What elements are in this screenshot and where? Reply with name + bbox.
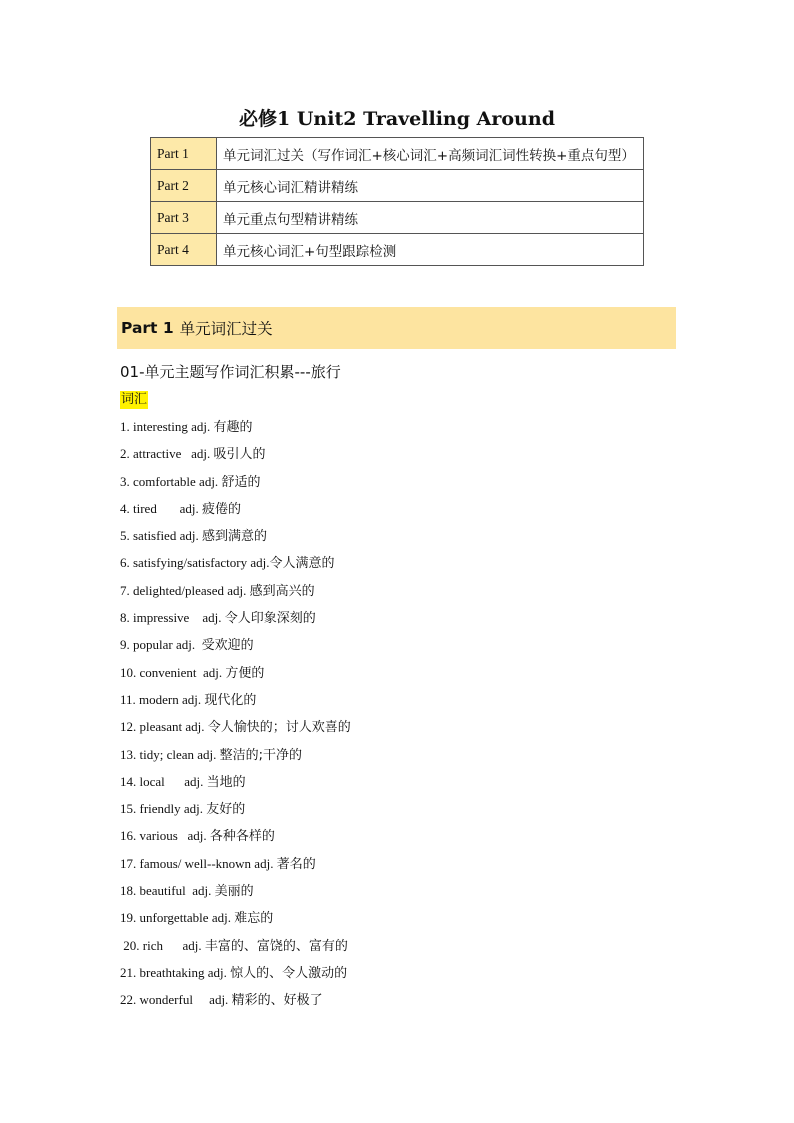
vocab-zh: 令人印象深刻的 — [224, 611, 316, 627]
vocab-zh: 受欢迎的 — [201, 638, 254, 654]
part-banner — [117, 307, 676, 349]
vocab-tag: 词汇 — [121, 392, 148, 407]
vocab-zh: 令人愉快的；讨人欢喜的 — [207, 720, 351, 736]
list-item — [120, 417, 351, 444]
vocab-en: 12. pleasant adj. — [120, 719, 208, 735]
list-item — [120, 745, 351, 772]
list-item — [120, 799, 351, 826]
vocab-zh: 惊人的、令人激动的 — [230, 965, 348, 981]
vocab-en: 19. unforgettable adj. — [120, 910, 235, 926]
list-item — [120, 663, 351, 690]
vocab-zh: 现代化的 — [204, 692, 257, 708]
vocab-zh: 有趣的 — [213, 420, 253, 435]
vocab-zh: 丰富的、富饶的、富有的 — [204, 938, 348, 954]
banner-label: 单元词汇过关 — [179, 320, 273, 338]
list-item — [120, 772, 351, 799]
vocab-en: 7. delighted/pleased adj. — [120, 582, 250, 598]
vocab-en: 4. tired adj. — [120, 500, 202, 516]
vocab-en: 2. attractive adj. — [120, 446, 214, 462]
vocab-zh: 精彩的、好极了 — [231, 993, 323, 1009]
list-item — [120, 608, 351, 635]
vocab-en: 13. tidy; clean adj. — [120, 746, 220, 762]
vocab-en: 21. breathtaking adj. — [120, 964, 231, 980]
list-item — [120, 472, 351, 499]
part-label: Part 4 — [151, 234, 217, 266]
vocab-zh: 著名的 — [276, 856, 316, 872]
vocab-zh: 当地的 — [206, 774, 246, 790]
vocab-zh: 各种各样的 — [209, 829, 275, 845]
table-row — [151, 170, 644, 202]
list-item — [120, 526, 351, 553]
part-label: Part 3 — [151, 202, 217, 234]
list-item — [120, 553, 351, 580]
vocab-en: 16. various adj. — [120, 828, 210, 844]
list-item — [120, 990, 351, 1017]
list-item — [120, 881, 351, 908]
vocab-zh: 方便的 — [225, 665, 265, 681]
vocab-en: 11. modern adj. — [120, 691, 205, 707]
list-item — [120, 581, 351, 608]
vocab-en: 3. comfortable adj. — [120, 473, 222, 489]
part-description: 单元重点句型精讲精练 — [217, 202, 644, 234]
vocab-en: 9. popular adj. — [120, 637, 202, 653]
table-row — [151, 138, 644, 170]
list-item — [120, 499, 351, 526]
list-item — [120, 936, 351, 963]
vocab-en: 6. satisfying/satisfactory adj. — [120, 555, 270, 571]
table-row — [151, 202, 644, 234]
document-title: 必修1 Unit2 Travelling Around — [239, 108, 555, 130]
part-description: 单元词汇过关（写作词汇+核心词汇+高频词汇词性转换+重点句型） — [217, 138, 644, 170]
banner-part: Part 1 — [121, 319, 174, 337]
vocab-en: 1. interesting adj. — [120, 419, 214, 434]
list-item — [120, 854, 351, 881]
part-label: Part 1 — [151, 138, 217, 170]
vocab-zh: 感到高兴的 — [249, 583, 315, 599]
vocab-zh: 吸引人的 — [213, 447, 266, 463]
part-label: Part 2 — [151, 170, 217, 202]
section-title: 01-单元主题写作词汇积累---旅行 — [120, 363, 341, 381]
vocab-en: 22. wonderful adj. — [120, 992, 232, 1008]
contents-table — [150, 137, 644, 266]
vocab-zh: 美丽的 — [214, 884, 254, 900]
vocab-en: 8. impressive adj. — [120, 610, 225, 626]
list-item — [120, 826, 351, 853]
vocab-en: 17. famous/ well--known adj. — [120, 855, 277, 871]
part-description: 单元核心词汇+句型跟踪检测 — [217, 234, 644, 266]
list-item — [120, 908, 351, 935]
list-item — [120, 690, 351, 717]
part-description: 单元核心词汇精讲精练 — [217, 170, 644, 202]
vocab-zh: 友好的 — [206, 802, 246, 818]
vocab-en: 10. convenient adj. — [120, 664, 226, 680]
list-item — [120, 963, 351, 990]
list-item — [120, 635, 351, 662]
list-item — [120, 717, 351, 744]
vocab-list — [120, 417, 351, 1018]
vocab-zh: 整洁的;干净的 — [219, 747, 303, 763]
vocab-en: 18. beautiful adj. — [120, 883, 215, 899]
vocab-zh: 令人满意的 — [269, 556, 335, 572]
vocab-zh: 疲倦的 — [201, 501, 241, 517]
vocab-zh: 感到满意的 — [201, 529, 267, 545]
table-row — [151, 234, 644, 266]
list-item — [120, 444, 351, 471]
vocab-en: 5. satisfied adj. — [120, 528, 202, 544]
vocab-en: 14. local adj. — [120, 773, 207, 789]
vocab-zh: 难忘的 — [234, 911, 274, 927]
vocab-zh: 舒适的 — [221, 474, 261, 490]
vocab-en: 20. rich adj. — [120, 937, 205, 953]
vocab-en: 15. friendly adj. — [120, 801, 207, 817]
